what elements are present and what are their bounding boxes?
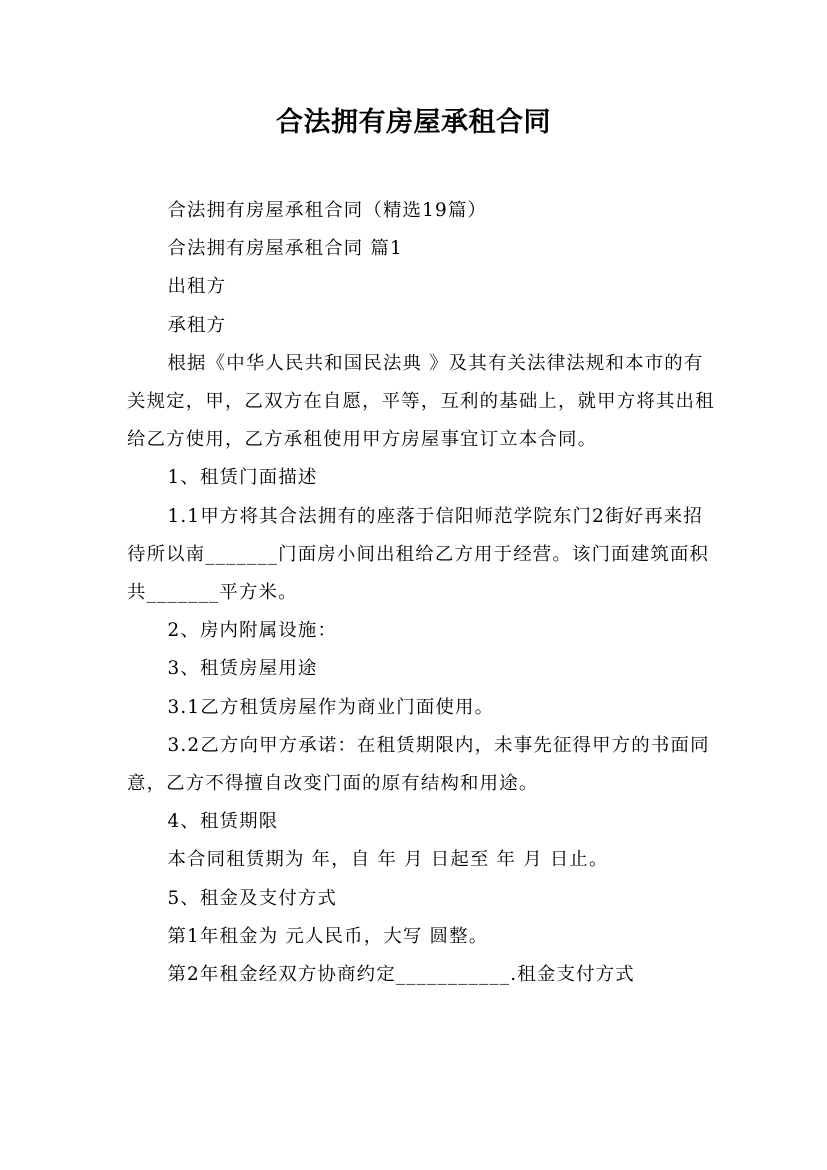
paragraph-clause-3-2: 3.2乙方向甲方承诺：在租赁期限内，未事先征得甲方的书面同意，乙方不得擅自改变门面的原有结构和用途。 [127,734,710,795]
paragraph-lease-term: 本合同租赁期为 年，自 年 月 日起至 年 月 日止。 [167,849,609,871]
paragraph-clause-5-heading: 5、租金及支付方式 [167,887,338,909]
paragraph-preamble: 根据《中华人民共和国民法典 》及其有关法律法规和本市的有关规定，甲，乙双方在自愿，平等，互利的基础上，就甲方将其出租给乙方使用，乙方承租使用甲方房屋事宜订立本合同。 [127,352,715,451]
paragraph-clause-2-heading: 2、房内附属设施： [167,620,338,642]
paragraph-clause-3-1: 3.1乙方租赁房屋作为商业门面使用。 [167,696,495,718]
paragraph-clause-1-heading: 1、租赁门面描述 [167,467,318,489]
paragraph-clause-3-heading: 3、租赁房屋用途 [167,658,318,680]
paragraph-clause-1-1: 1.1甲方将其合法拥有的座落于信阳师范学院东门2街好再来招待所以南_______门面房小间出租给乙方用于经营。该门面建筑面积共_______平方米。 [127,505,710,604]
paragraph-section-heading: 合法拥有房屋承租合同 篇1 [167,238,403,260]
paragraph-rent-year-1: 第1年租金为 元人民币，大写 圆整。 [167,925,489,947]
paragraph-lessor: 出租方 [167,276,227,298]
paragraph-rent-year-2: 第2年租金经双方协商约定___________.租金支付方式 [167,964,635,986]
paragraph-lessee: 承租方 [167,314,227,336]
paragraph-subtitle: 合法拥有房屋承租合同（精选19篇） [167,200,488,221]
document-title: 合法拥有房屋承租合同 [276,107,551,138]
document-body [127,192,717,994]
paragraph-clause-4-heading: 4、租赁期限 [167,811,279,833]
